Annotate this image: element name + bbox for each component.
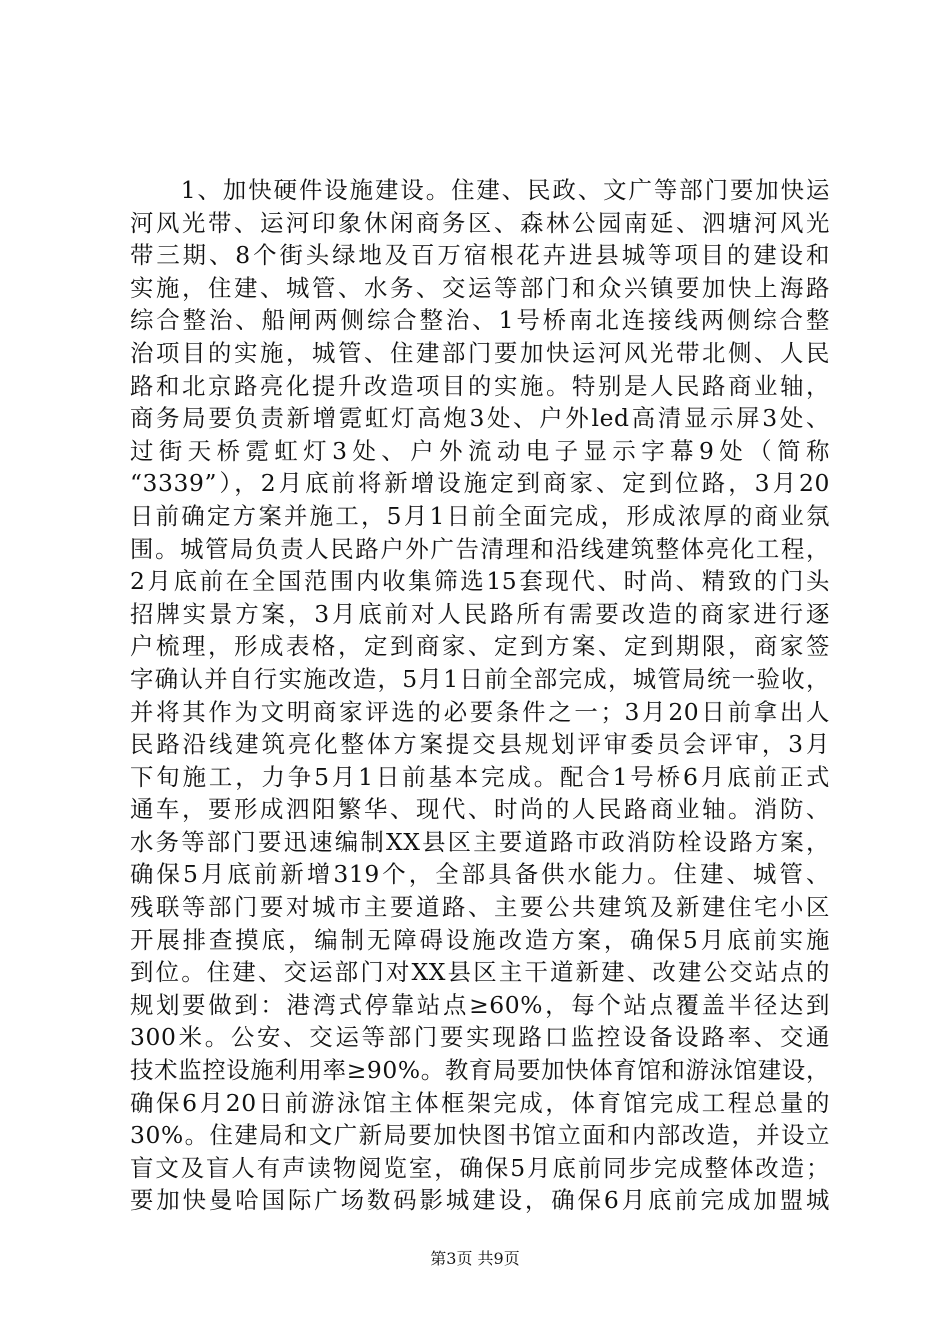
text-line-24: 开展排查摸底，编制无障碍设施改造方案，确保5月底前实施	[130, 925, 830, 954]
text-line-27: 300米。公安、交运等部门要实现路口监控设备设路率、交通	[130, 1023, 830, 1052]
text-line-16: 字确认并自行实施改造，5月1日前全部完成，城管局统一验收，	[130, 664, 830, 693]
text-line-29: 确保6月20日前游泳馆主体框架完成，体育馆完成工程总量的	[130, 1088, 830, 1117]
text-line-4: 实施，住建、城管、水务、交运等部门和众兴镇要加快上海路	[130, 273, 830, 302]
text-line-20: 通车，要形成泗阳繁华、现代、时尚的人民路商业轴。消防、	[130, 795, 830, 824]
page-number-footer: 第3页 共9页	[430, 1249, 520, 1268]
text-line-12: 围。城管局负责人民路户外广告清理和沿线建筑整体亮化工程，	[130, 534, 830, 563]
text-line-25: 到位。住建、交运部门对XX县区主干道新建、改建公交站点的	[130, 958, 830, 987]
text-line-2: 河风光带、运河印象休闲商务区、森林公园南延、泗塘河风光	[130, 208, 830, 237]
text-line-31: 盲文及盲人有声读物阅览室，确保5月底前同步完成整体改造；	[130, 1153, 830, 1182]
text-line-13: 2月底前在全国范围内收集筛选15套现代、时尚、精致的门头	[130, 567, 830, 596]
text-line-10: “3339”），2月底前将新增设施定到商家、定到位路，3月20	[130, 469, 830, 498]
text-line-14: 招牌实景方案，3月底前对人民路所有需要改造的商家进行逐	[130, 599, 830, 628]
text-line-22: 确保5月底前新增319个，全部具备供水能力。住建、城管、	[130, 860, 830, 889]
text-line-19: 下旬施工，力争5月1日前基本完成。配合1号桥6月底前正式	[130, 762, 830, 791]
text-line-15: 户梳理，形成表格，定到商家、定到方案、定到期限，商家签	[130, 632, 830, 661]
text-line-28: 技术监控设施利用率≥90%。教育局要加快体育馆和游泳馆建设，	[130, 1056, 830, 1085]
text-line-11: 日前确定方案并施工，5月1日前全面完成，形成浓厚的商业氛	[130, 501, 830, 530]
text-line-3: 带三期、8个街头绿地及百万宿根花卉进县城等项目的建设和	[130, 241, 830, 270]
text-line-8: 商务局要负责新增霓虹灯高炮3处、户外led高清显示屏3处、	[130, 404, 830, 433]
text-line-30: 30%。住建局和文广新局要加快图书馆立面和内部改造，并设立	[130, 1121, 830, 1150]
text-line-7: 路和北京路亮化提升改造项目的实施。特别是人民路商业轴，	[130, 371, 830, 400]
text-line-21: 水务等部门要迅速编制XX县区主要道路市政消防栓设路方案，	[130, 827, 830, 856]
text-line-23: 残联等部门要对城市主要道路、主要公共建筑及新建住宅小区	[130, 893, 830, 922]
text-line-6: 治项目的实施，城管、住建部门要加快运河风光带北侧、人民	[130, 338, 830, 367]
text-line-9: 过街天桥霓虹灯3处、户外流动电子显示字幕9处（简称	[130, 436, 830, 465]
text-line-26: 规划要做到：港湾式停靠站点≥60%，每个站点覆盖半径达到	[130, 990, 830, 1019]
body-paragraph	[130, 174, 830, 1217]
text-line-18: 民路沿线建筑亮化整体方案提交县规划评审委员会评审，3月	[130, 730, 830, 759]
text-line-32: 要加快曼哈国际广场数码影城建设，确保6月底前完成加盟城	[130, 1186, 830, 1215]
text-line-17: 并将其作为文明商家评选的必要条件之一；3月20日前拿出人	[130, 697, 830, 726]
text-line-1: 1、加快硬件设施建设。住建、民政、文广等部门要加快运	[130, 176, 830, 204]
text-line-5: 综合整治、船闸两侧综合整治、1号桥南北连接线两侧综合整	[130, 306, 830, 335]
